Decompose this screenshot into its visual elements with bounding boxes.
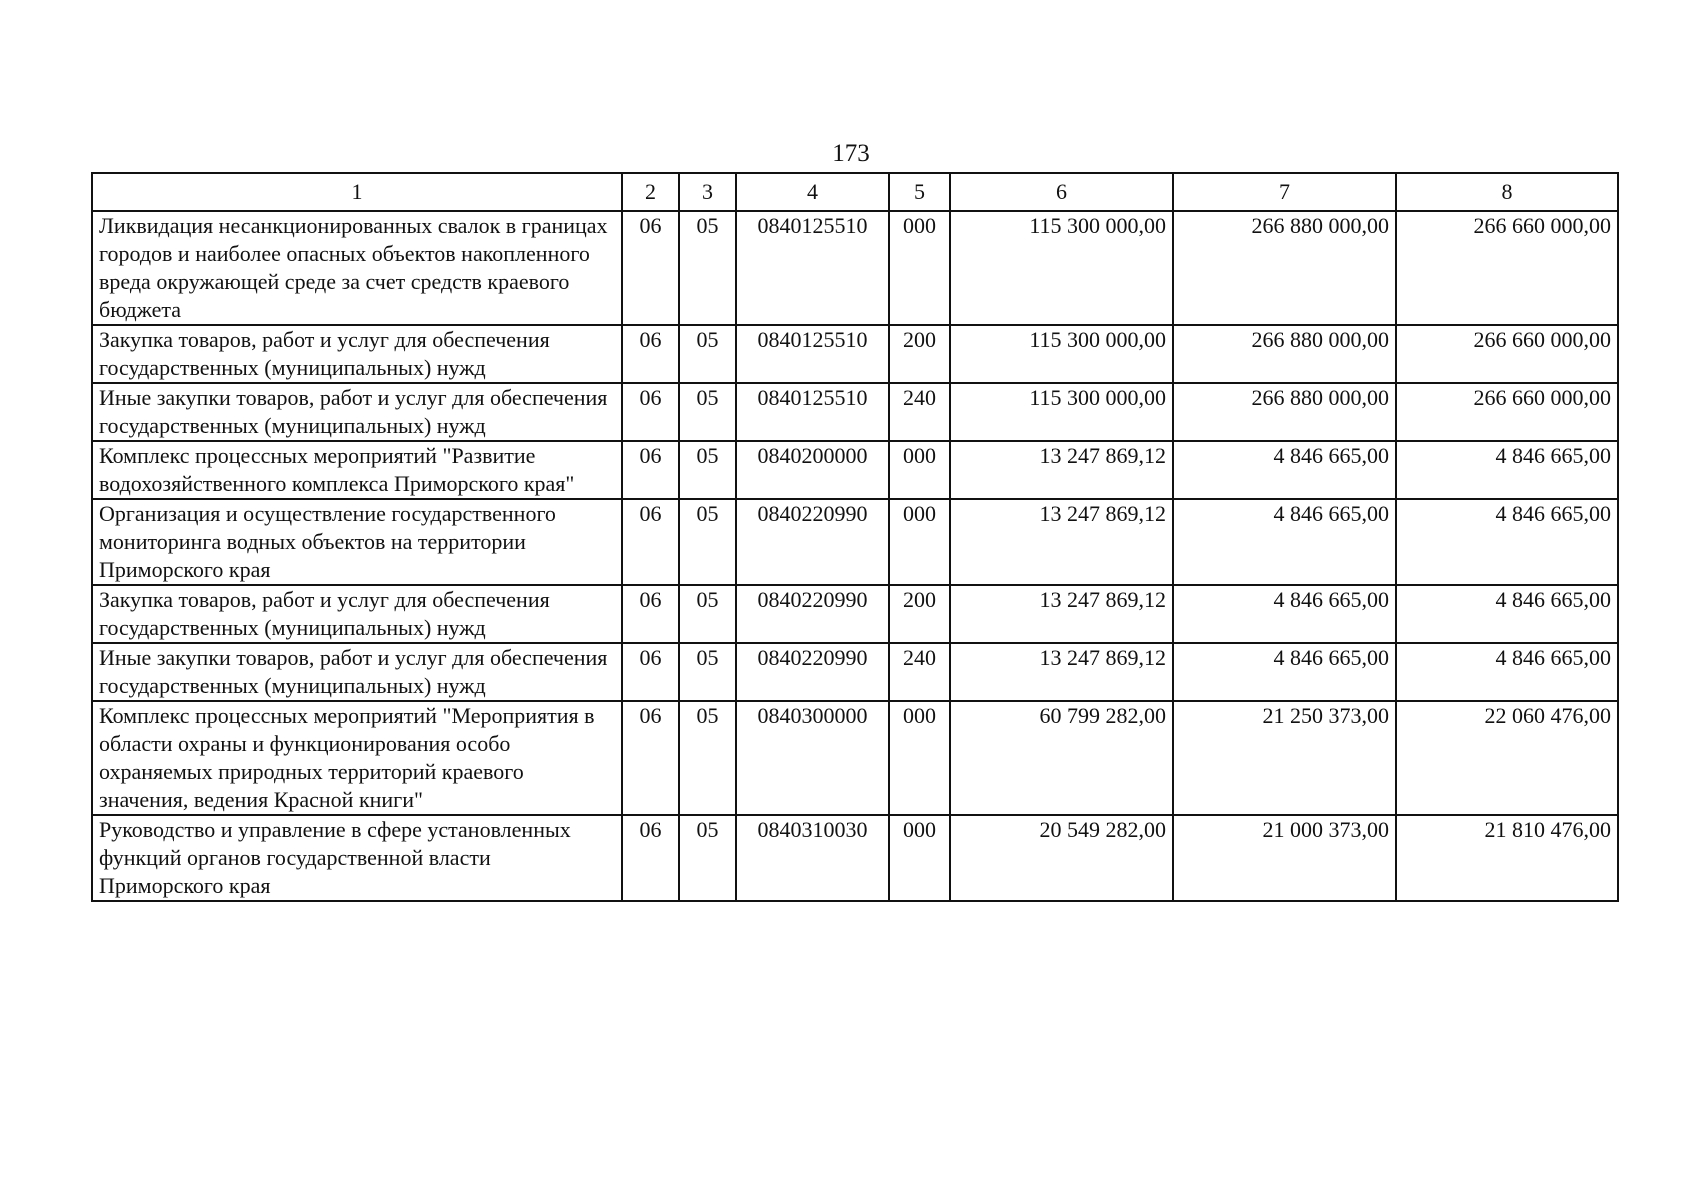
row-amount-7: 266 880 000,00 <box>1173 211 1396 325</box>
row-target-code: 0840220990 <box>736 585 889 643</box>
row-amount-6: 13 247 869,12 <box>950 643 1173 701</box>
row-subsection: 05 <box>679 441 736 499</box>
row-name: Ликвидация несанкционированных свалок в границах городов и наиболее опасных объектов накопленного вреда окружающей среде за счет средств краевого бюджета <box>92 211 622 325</box>
row-target-code: 0840220990 <box>736 643 889 701</box>
row-amount-6: 13 247 869,12 <box>950 585 1173 643</box>
budget-table <box>91 172 1619 902</box>
row-amount-8: 4 846 665,00 <box>1396 441 1618 499</box>
header-row <box>92 173 1618 211</box>
column-header: 6 <box>950 173 1173 211</box>
row-amount-8: 266 660 000,00 <box>1396 211 1618 325</box>
row-target-code: 0840220990 <box>736 499 889 585</box>
row-name: Иные закупки товаров, работ и услуг для обеспечения государственных (муниципальных) нужд <box>92 643 622 701</box>
row-subsection: 05 <box>679 643 736 701</box>
row-name: Комплекс процессных мероприятий "Мероприятия в области охраны и функционирования особо охраняемых природных территорий краевого значения, ведения Красной книги" <box>92 701 622 815</box>
row-amount-8: 4 846 665,00 <box>1396 499 1618 585</box>
row-section: 06 <box>622 441 679 499</box>
column-header: 5 <box>889 173 950 211</box>
row-amount-6: 115 300 000,00 <box>950 211 1173 325</box>
row-name: Закупка товаров, работ и услуг для обеспечения государственных (муниципальных) нужд <box>92 585 622 643</box>
row-amount-6: 115 300 000,00 <box>950 325 1173 383</box>
row-amount-7: 21 000 373,00 <box>1173 815 1396 901</box>
table-row <box>92 441 1618 499</box>
row-expense-type: 000 <box>889 815 950 901</box>
column-header: 3 <box>679 173 736 211</box>
row-subsection: 05 <box>679 701 736 815</box>
table-row <box>92 211 1618 325</box>
row-amount-8: 4 846 665,00 <box>1396 643 1618 701</box>
row-expense-type: 000 <box>889 211 950 325</box>
row-amount-8: 4 846 665,00 <box>1396 585 1618 643</box>
row-target-code: 0840125510 <box>736 211 889 325</box>
row-subsection: 05 <box>679 815 736 901</box>
row-section: 06 <box>622 499 679 585</box>
row-subsection: 05 <box>679 325 736 383</box>
row-amount-8: 266 660 000,00 <box>1396 325 1618 383</box>
row-name: Организация и осуществление государственного мониторинга водных объектов на территории Приморского края <box>92 499 622 585</box>
table-row <box>92 585 1618 643</box>
page-number: 173 <box>832 140 870 167</box>
row-target-code: 0840300000 <box>736 701 889 815</box>
row-amount-8: 266 660 000,00 <box>1396 383 1618 441</box>
row-subsection: 05 <box>679 211 736 325</box>
row-amount-7: 4 846 665,00 <box>1173 585 1396 643</box>
row-name: Иные закупки товаров, работ и услуг для обеспечения государственных (муниципальных) нужд <box>92 383 622 441</box>
row-expense-type: 200 <box>889 325 950 383</box>
table-row <box>92 325 1618 383</box>
row-target-code: 0840125510 <box>736 383 889 441</box>
column-header: 7 <box>1173 173 1396 211</box>
row-amount-6: 115 300 000,00 <box>950 383 1173 441</box>
row-amount-7: 4 846 665,00 <box>1173 643 1396 701</box>
row-name: Руководство и управление в сфере установленных функций органов государственной власти Приморского края <box>92 815 622 901</box>
row-subsection: 05 <box>679 499 736 585</box>
row-section: 06 <box>622 325 679 383</box>
row-amount-6: 60 799 282,00 <box>950 701 1173 815</box>
table-row <box>92 499 1618 585</box>
column-header: 1 <box>92 173 622 211</box>
column-header: 2 <box>622 173 679 211</box>
row-target-code: 0840310030 <box>736 815 889 901</box>
table-row <box>92 643 1618 701</box>
row-target-code: 0840125510 <box>736 325 889 383</box>
row-amount-7: 21 250 373,00 <box>1173 701 1396 815</box>
row-amount-8: 21 810 476,00 <box>1396 815 1618 901</box>
row-amount-7: 266 880 000,00 <box>1173 325 1396 383</box>
row-section: 06 <box>622 211 679 325</box>
row-expense-type: 240 <box>889 643 950 701</box>
row-amount-6: 20 549 282,00 <box>950 815 1173 901</box>
table-row <box>92 701 1618 815</box>
column-header: 8 <box>1396 173 1618 211</box>
row-amount-7: 266 880 000,00 <box>1173 383 1396 441</box>
row-section: 06 <box>622 383 679 441</box>
table-row <box>92 815 1618 901</box>
row-name: Комплекс процессных мероприятий "Развитие водохозяйственного комплекса Приморского края" <box>92 441 622 499</box>
row-amount-6: 13 247 869,12 <box>950 499 1173 585</box>
row-section: 06 <box>622 585 679 643</box>
row-amount-8: 22 060 476,00 <box>1396 701 1618 815</box>
row-subsection: 05 <box>679 383 736 441</box>
row-expense-type: 240 <box>889 383 950 441</box>
row-amount-6: 13 247 869,12 <box>950 441 1173 499</box>
table-row <box>92 383 1618 441</box>
row-name: Закупка товаров, работ и услуг для обеспечения государственных (муниципальных) нужд <box>92 325 622 383</box>
row-expense-type: 200 <box>889 585 950 643</box>
row-subsection: 05 <box>679 585 736 643</box>
column-header: 4 <box>736 173 889 211</box>
row-expense-type: 000 <box>889 499 950 585</box>
row-expense-type: 000 <box>889 441 950 499</box>
row-amount-7: 4 846 665,00 <box>1173 441 1396 499</box>
row-expense-type: 000 <box>889 701 950 815</box>
row-target-code: 0840200000 <box>736 441 889 499</box>
row-amount-7: 4 846 665,00 <box>1173 499 1396 585</box>
row-section: 06 <box>622 701 679 815</box>
row-section: 06 <box>622 643 679 701</box>
row-section: 06 <box>622 815 679 901</box>
